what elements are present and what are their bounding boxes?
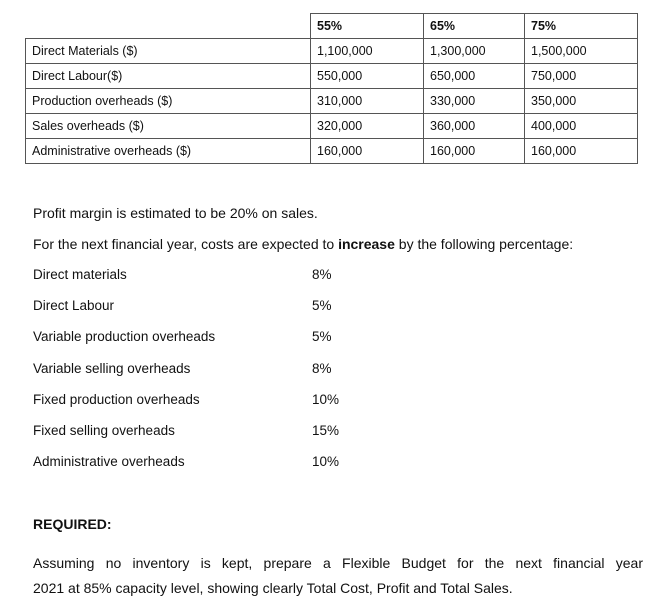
cell-value: 360,000 [424, 114, 525, 139]
cell-value: 550,000 [311, 64, 424, 89]
cell-value: 320,000 [311, 114, 424, 139]
increase-value: 10% [312, 454, 340, 469]
table-header-row [26, 14, 638, 39]
cell-value: 350,000 [525, 89, 638, 114]
task-line-1: Assuming no inventory is kept, prepare a Flexible Budget for the next financial year [33, 555, 643, 571]
increase-label: Variable production overheads [33, 329, 216, 344]
cell-value: 750,000 [525, 64, 638, 89]
table-row [26, 89, 638, 114]
header-75-percent: 75% [525, 14, 638, 39]
row-label: Production overheads ($) [26, 89, 311, 114]
table-row [26, 139, 638, 164]
cell-value: 310,000 [311, 89, 424, 114]
cell-value: 1,100,000 [311, 39, 424, 64]
cost-table [25, 13, 638, 164]
cell-value: 160,000 [424, 139, 525, 164]
cell-value: 160,000 [311, 139, 424, 164]
row-label: Direct Labour($) [26, 64, 311, 89]
table-row [26, 64, 638, 89]
increase-value: 5% [312, 298, 332, 313]
increase-intro [33, 236, 573, 252]
required-heading: REQUIRED: [33, 516, 112, 532]
table-row [26, 39, 638, 64]
cell-value: 1,500,000 [525, 39, 638, 64]
profit-margin-text: Profit margin is estimated to be 20% on sales. [33, 205, 318, 221]
cell-value: 330,000 [424, 89, 525, 114]
row-label: Sales overheads ($) [26, 114, 311, 139]
increase-intro-after: by the following percentage: [394, 236, 574, 252]
increase-label: Direct materials [33, 267, 127, 282]
increase-intro-bold: increase [338, 236, 395, 252]
increase-label: Fixed selling overheads [33, 423, 175, 438]
increase-value: 8% [312, 361, 332, 376]
increase-label: Variable selling overheads [33, 361, 191, 376]
increase-value: 8% [312, 267, 332, 282]
header-65-percent: 65% [424, 14, 525, 39]
row-label: Administrative overheads ($) [26, 139, 311, 164]
table-row [26, 114, 638, 139]
increase-value: 5% [312, 329, 332, 344]
cell-value: 650,000 [424, 64, 525, 89]
header-55-percent: 55% [311, 14, 424, 39]
row-label: Direct Materials ($) [26, 39, 311, 64]
cell-value: 400,000 [525, 114, 638, 139]
increase-value: 15% [312, 423, 340, 438]
cell-value: 160,000 [525, 139, 638, 164]
increase-label: Administrative overheads [33, 454, 185, 469]
increase-value: 10% [312, 392, 340, 407]
cell-value: 1,300,000 [424, 39, 525, 64]
increase-label: Direct Labour [33, 298, 115, 313]
increase-intro-before: For the next financial year, costs are expected to [33, 236, 339, 252]
increase-label: Fixed production overheads [33, 392, 200, 407]
task-line-2: 2021 at 85% capacity level, showing clearly Total Cost, Profit and Total Sales. [33, 580, 513, 596]
header-empty-cell [26, 14, 311, 39]
